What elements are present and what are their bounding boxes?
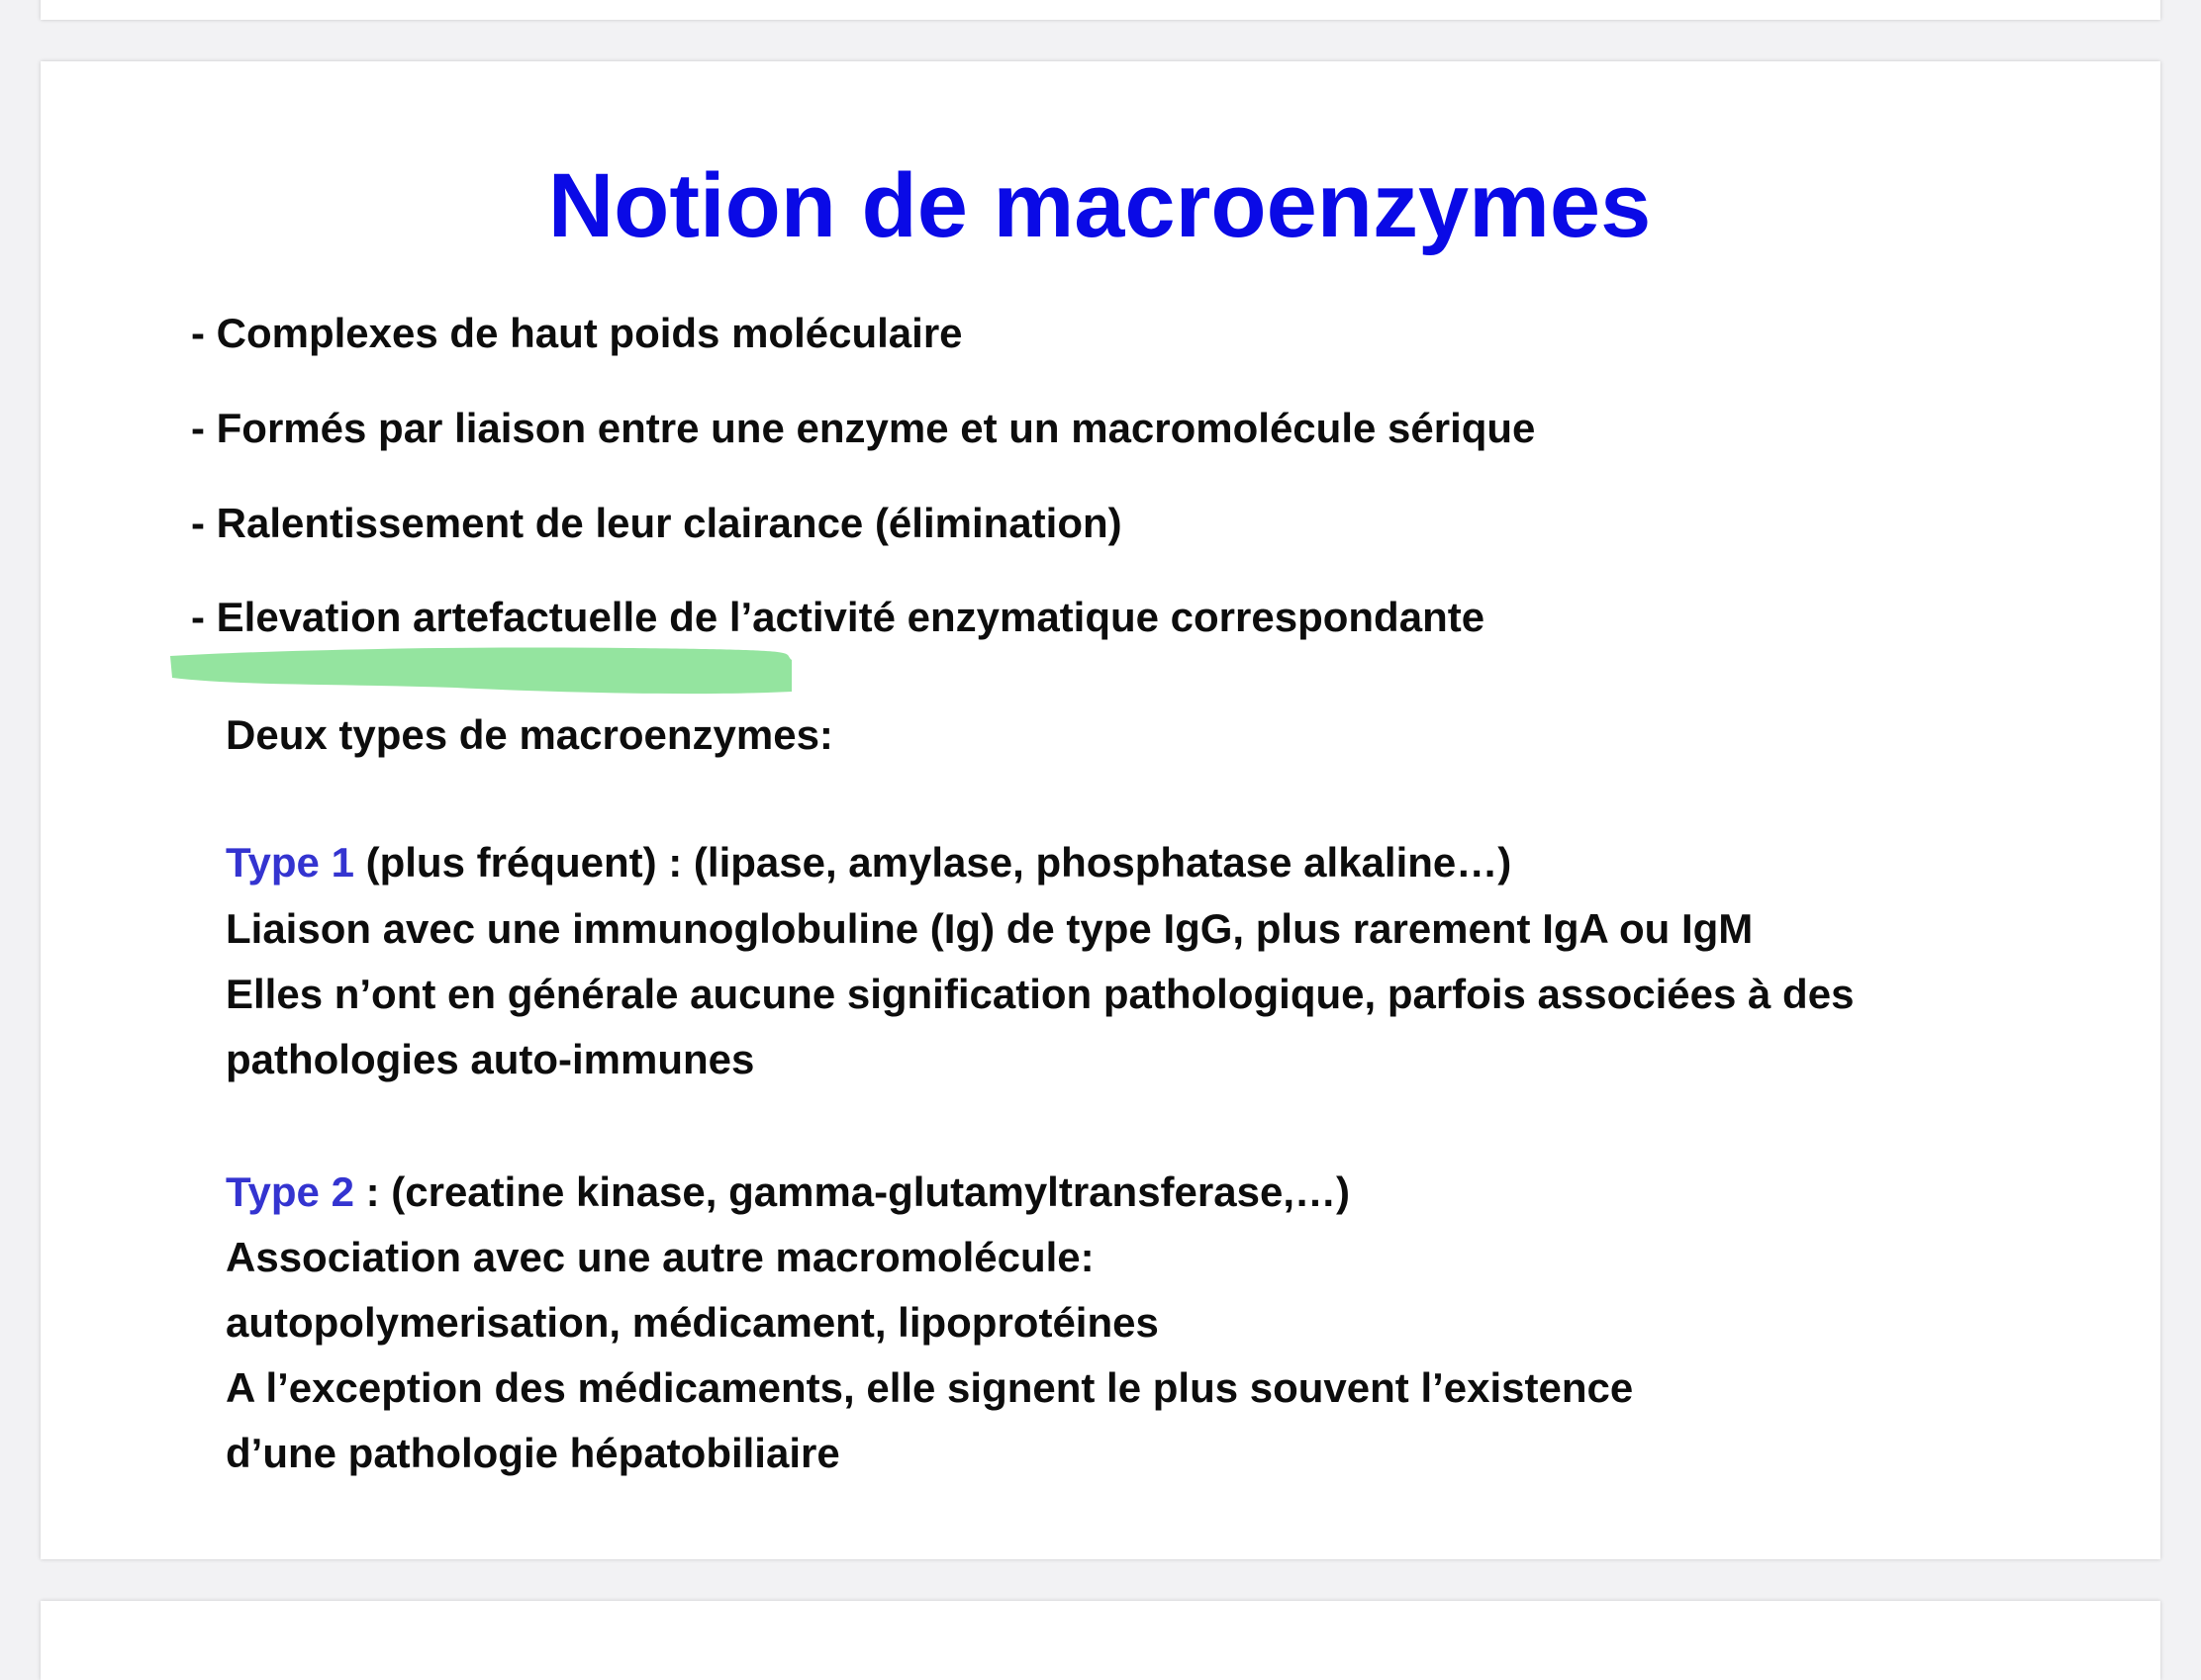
type2-description-line: d’une pathologie hépatobiliaire	[226, 1430, 840, 1476]
type2-label: Type 2	[226, 1168, 354, 1215]
next-page	[41, 1601, 2160, 1680]
type1-description-line: Liaison avec une immunoglobuline (Ig) de type IgG, plus rarement IgA ou IgM	[226, 905, 1754, 952]
bullet-item: - Formés par liaison entre une enzyme et un macromolécule sérique	[191, 405, 1536, 451]
types-heading: Deux types de macroenzymes:	[226, 711, 833, 758]
type1-label: Type 1	[226, 839, 354, 886]
bullet-item: - Ralentissement de leur clairance (élimination)	[191, 500, 1122, 546]
type1-description-line: Elles n’ont en générale aucune signification pathologique, parfois associées à des	[226, 971, 1855, 1017]
type1-header-text: (plus fréquent) : (lipase, amylase, phosphatase alkaline…)	[353, 839, 1512, 886]
type1-description-line: pathologies auto-immunes	[226, 1036, 755, 1082]
type2-description-line: autopolymerisation, médicament, lipoprotéines	[226, 1299, 1159, 1346]
bullet-item: - Complexes de haut poids moléculaire	[191, 310, 963, 356]
slide-title: Notion de macroenzymes	[547, 155, 1652, 256]
type1-header	[226, 838, 1511, 887]
type2-header	[226, 1167, 1350, 1217]
previous-page	[41, 0, 2160, 20]
type2-description-line: A l’exception des médicaments, elle signent le plus souvent l’existence	[226, 1364, 1634, 1411]
type2-description-line: Association avec une autre macromolécule:	[226, 1234, 1095, 1280]
bullet-item: - Elevation artefactuelle de l’activité enzymatique correspondante	[191, 594, 1485, 640]
type2-header-text: : (creatine kinase, gamma-glutamyltransferase,…)	[353, 1168, 1350, 1215]
